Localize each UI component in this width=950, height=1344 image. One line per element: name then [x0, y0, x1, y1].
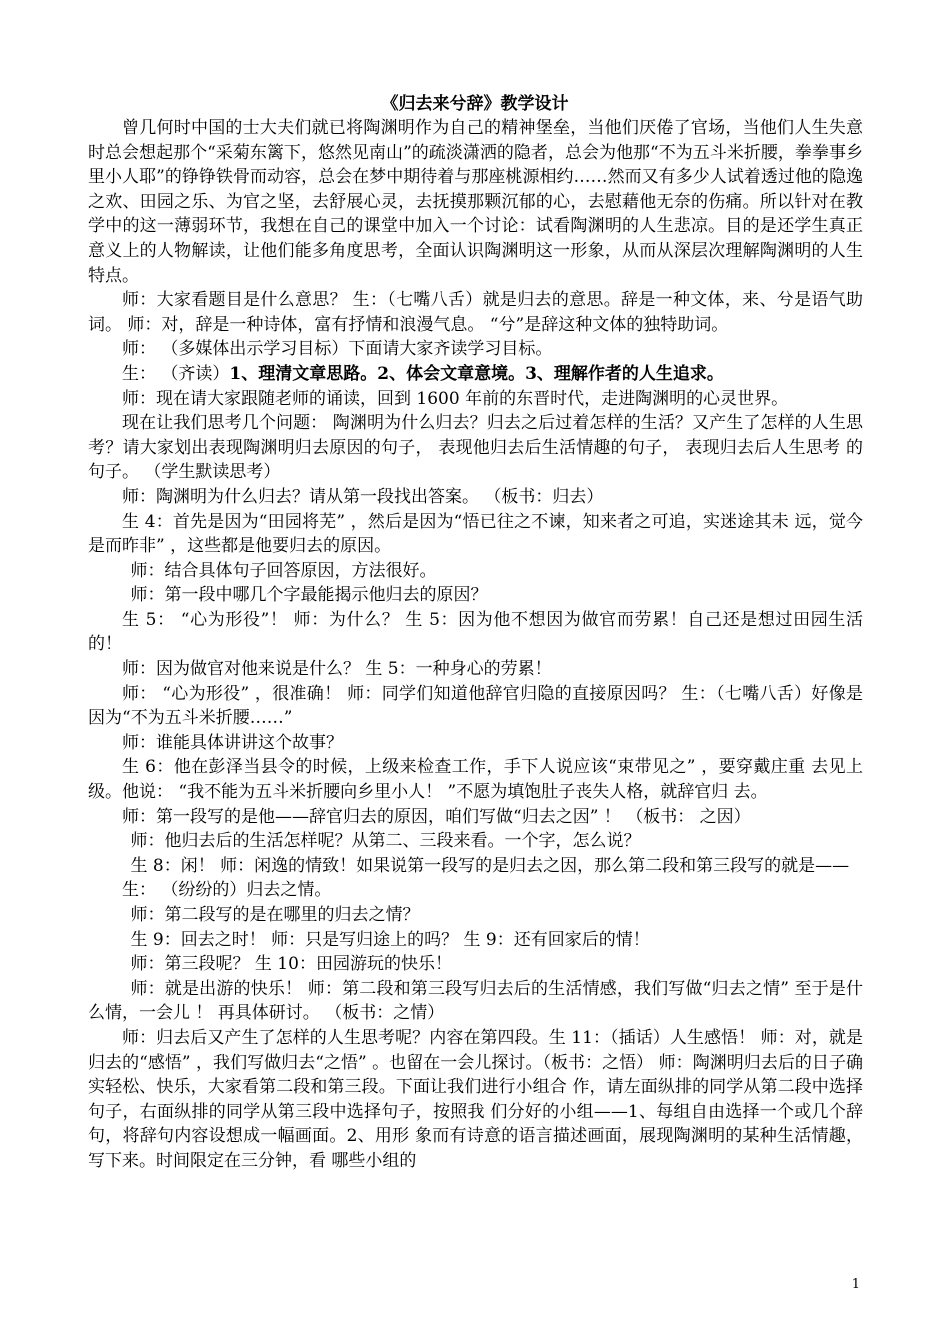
paragraph: 师： “心为形役” ，很准确！ 师：同学们知道他辞官归隐的直接原因吗？ 生：（七嘴八舌）好像是因为“不为五斗米折腰……”	[88, 683, 863, 729]
paragraph: 师：第二段写的是在哪里的归去之情？	[130, 905, 420, 925]
paragraph: 生 4：首先是因为“田园将芜” ，然后是因为“悟已往之不谏，知来者之可追，实迷途其未 远，觉今是而昨非” ，这些都是他要归去的原因。	[88, 511, 863, 557]
paragraph: 师：就是出游的快乐！ 师：第二段和第三段写归去后的生活情感，我们写做“归去之情” 至于是什么情，一会儿 ！ 再具体研讨。 （板书：之情）	[88, 978, 863, 1024]
paragraph-intro: 曾几何时中国的士大夫们就已将陶渊明作为自己的精神堡垒，当他们厌倦了官场，当他们人生失意时总会想起那个“采菊东篱下，悠然见南山”的疏淡潇洒的隐者，总会为他那“不为五斗米折腰，拳拳事乡里小人耶”的铮铮铁骨而动容，总会在梦中期待着与那座桃源相约……然而又有多少人试着透过他的隐逸之欢、田园之乐、为官之坚，去舒展心灵，去抚摸那颗沉郁的心，去慰藉他无奈的伤痛。所以针对在教学中的这一薄弱环节，我想在自己的课堂中加入一个讨论：试看陶渊明的人生悲凉。目的是还学生真正意义上的人物解读，让他们能多角度思考，全面认识陶渊明这一形象，从而从深层次理解陶渊明的人生特点。	[88, 118, 863, 286]
page-number: 1	[851, 1277, 860, 1292]
paragraph: 师：第一段中哪几个字最能揭示他归去的原因？	[130, 585, 488, 606]
paragraph: 生 5： “心为形役”！ 师：为什么？ 生 5：因为他不想因为做官而劳累！自己还是想过田园生活的！	[88, 609, 863, 655]
paragraph: 师：第一段写的是他——辞官归去的原因，咱们写做“归去之因” ！ （板书： 之因）	[122, 806, 751, 827]
paragraph: 师：结合具体句子回答原因，方法很好。	[130, 560, 437, 581]
paragraph: 生 8：闲！ 师：闲逸的情致！如果说第一段写的是归去之因，那么第二段和第三段写的就是——	[130, 855, 850, 876]
paragraph: 师：他归去后的生活怎样呢？从第二、三段来看。一个字，怎么说？	[130, 831, 641, 852]
paragraph-goals	[88, 362, 863, 387]
paragraph: 师：谁能具体讲讲这个故事？	[122, 732, 343, 753]
paragraph: 师：归去后又产生了怎样的人生思考呢？内容在第四段。生 11：（插话）人生感悟！ 师：对，就是归去的“感悟” ，我们写做归去“之悟” 。也留在一会儿探讨。（板书：之悟） 师：陶渊明归去后的日子确实轻松、快乐，大家看第二段和第三段。下面让我们进行小组合 作，请左面纵排的同学从第二段中选择句子，右面纵排的同学从第三段中选择句子，按照我 们分好的小组——1、每组自由选择一个或几个辞句，将辞句内容设想成一幅画面。2、用形 象而有诗意的语言描述画面，展现陶渊明的某种生活情趣，写下来。时间限定在三分钟，看 哪些小组的	[88, 1027, 863, 1171]
paragraph: 师： （多媒体出示学习目标）下面请大家齐读学习目标。	[122, 339, 553, 360]
goals-prefix: 生： （齐读）	[122, 363, 230, 384]
document-body	[88, 116, 863, 1174]
paragraph: 师：陶渊明为什么归去？请从第一段找出答案。 （板书：归去）	[122, 486, 604, 507]
paragraph: 现在让我们思考几个问题： 陶渊明为什么归去？归去之后过着怎样的生活？又产生了怎样的人生思考？请大家划出表现陶渊明归去原因的句子， 表现他归去后生活情趣的句子， 表现归去后人生思考 的句子。 （学生默读思考）	[88, 413, 863, 483]
paragraph: 生： （纷纷的）归去之情。	[122, 880, 332, 901]
paragraph: 生 6：他在彭泽当县令的时候，上级来检查工作，手下人说应该“束带见之” ，要穿戴庄重 去见上级。他说： “我不能为五斗米折腰向乡里小人！ ”不愿为填饱肚子丧失人格，就辞官归 去。	[88, 757, 863, 803]
document-title: 《归去来兮辞》教学设计	[381, 94, 569, 114]
learning-goals: 1、理清文章思路。2、体会文章意境。3、理解作者的人生追求。	[229, 363, 724, 384]
paragraph: 师：因为做官对他来说是什么？ 生 5：一种身心的劳累！	[122, 659, 552, 680]
paragraph: 师：现在请大家跟随老师的诵读，回到 1600 年前的东晋时代，走进陶渊明的心灵世界。	[122, 388, 789, 409]
paragraph: 生 9：回去之时！ 师：只是写归途上的吗？ 生 9：还有回家后的情！	[130, 929, 650, 950]
paragraph: 师：大家看题目是什么意思？ 生：（七嘴八舌）就是归去的意思。辞是一种文体，来、兮是语气助词。 师：对，辞是一种诗体，富有抒情和浪漫气息。 “兮”是辞这种文体的独特助词。	[88, 290, 863, 335]
paragraph: 师：第三段呢？ 生 10：田园游玩的快乐！	[130, 954, 452, 975]
